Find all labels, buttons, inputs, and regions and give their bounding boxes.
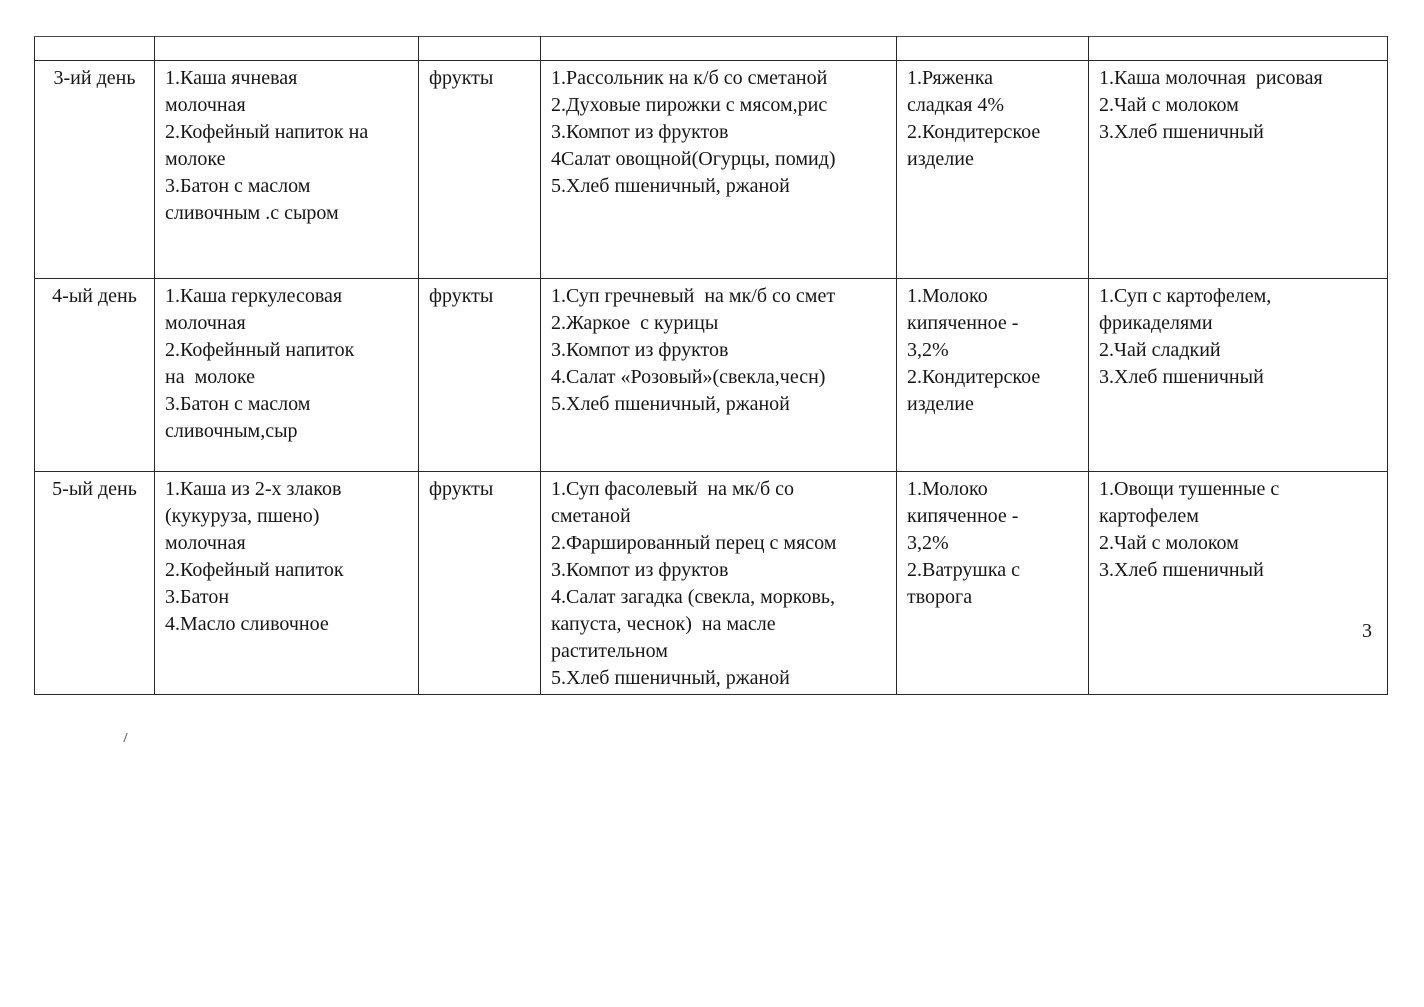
lunch-line: 2.Духовые пирожки с мясом,рис <box>551 94 828 116</box>
dinner-line: 1.Овощи тушенные с <box>1099 478 1280 500</box>
dinner-cell <box>1089 472 1388 695</box>
lunch-line: 2.Фаршированный перец с мясом <box>551 532 837 554</box>
second-breakfast-cell <box>419 472 541 695</box>
dinner-cell <box>1089 279 1388 472</box>
dinner-line: 3.Хлеб пшеничный <box>1099 559 1264 581</box>
header-cell <box>1089 37 1388 61</box>
page-number: 3 <box>1362 620 1372 642</box>
breakfast-line: 4.Масло сливочное <box>165 613 329 635</box>
lunch-line: 1.Рассольник на к/б со сметаной <box>551 67 828 89</box>
snack-cell <box>897 472 1089 695</box>
lunch-line: 4Салат овощной(Огурцы, помид) <box>551 148 836 170</box>
table-row <box>35 61 1388 279</box>
dinner-line: 2.Чай с молоком <box>1099 94 1239 116</box>
breakfast-cell <box>155 279 419 472</box>
snack-line: 1.Молоко <box>907 478 988 500</box>
snack-line: кипяченное - <box>907 505 1019 527</box>
dinner-line: 3.Хлеб пшеничный <box>1099 366 1264 388</box>
snack-line: 2.Кондитерское <box>907 366 1041 388</box>
dinner-line: фрикаделями <box>1099 312 1213 334</box>
breakfast-line: сливочным,сыр <box>165 420 298 442</box>
snack-line: изделие <box>907 393 974 415</box>
lunch-line: 1.Суп гречневый на мк/б со смет <box>551 285 836 307</box>
second-breakfast-line: фрукты <box>429 285 494 307</box>
breakfast-line: молочная <box>165 312 246 334</box>
breakfast-line: (кукуруза, пшено) <box>165 505 320 527</box>
dinner-line: 2.Чай сладкий <box>1099 339 1221 361</box>
dinner-line: 1.Каша молочная рисовая <box>1099 67 1323 89</box>
snack-cell <box>897 279 1089 472</box>
breakfast-line: молочная <box>165 532 246 554</box>
snack-line: 3,2% <box>907 532 949 554</box>
second-breakfast-cell <box>419 279 541 472</box>
dinner-line: картофелем <box>1099 505 1199 527</box>
second-breakfast-cell <box>419 61 541 279</box>
lunch-line: 2.Жаркое с курицы <box>551 312 719 334</box>
dinner-line: 3.Хлеб пшеничный <box>1099 121 1264 143</box>
header-cell <box>35 37 155 61</box>
lunch-cell <box>541 279 897 472</box>
breakfast-cell <box>155 61 419 279</box>
breakfast-line: 1.Каша ячневая <box>165 67 298 89</box>
snack-line: 3,2% <box>907 339 949 361</box>
breakfast-line: 2.Кофейный напиток <box>165 559 344 581</box>
table-row <box>35 472 1388 695</box>
scan-mark <box>123 733 130 742</box>
snack-line: 1.Молоко <box>907 285 988 307</box>
dinner-line: 2.Чай с молоком <box>1099 532 1239 554</box>
breakfast-line: 1.Каша из 2-х злаков <box>165 478 342 500</box>
breakfast-line: сливочным .с сыром <box>165 202 339 224</box>
breakfast-line: 2.Кофейнный напиток <box>165 339 355 361</box>
table-row <box>35 279 1388 472</box>
lunch-line: 1.Суп фасолевый на мк/б со <box>551 478 794 500</box>
dinner-cell <box>1089 61 1388 279</box>
snack-cell <box>897 61 1089 279</box>
dinner-line: 1.Суп с картофелем, <box>1099 285 1272 307</box>
lunch-line: 3.Компот из фруктов <box>551 339 729 361</box>
snack-line: 2.Ватрушка с <box>907 559 1020 581</box>
breakfast-line: молочная <box>165 94 246 116</box>
lunch-line: 3.Компот из фруктов <box>551 121 729 143</box>
lunch-line: 3.Компот из фруктов <box>551 559 729 581</box>
breakfast-cell <box>155 472 419 695</box>
day-cell <box>35 61 155 279</box>
header-cell <box>419 37 541 61</box>
breakfast-line: молоке <box>165 148 226 170</box>
breakfast-line: 3.Батон с маслом <box>165 393 311 415</box>
menu-table <box>34 36 1388 695</box>
snack-line: творога <box>907 586 973 608</box>
lunch-line: растительном <box>551 640 668 662</box>
lunch-line: 4.Салат «Розовый»(свекла,чесн) <box>551 366 826 388</box>
breakfast-line: 3.Батон с маслом <box>165 175 311 197</box>
lunch-line: капуста, чеснок) на масле <box>551 613 776 635</box>
snack-line: 1.Ряженка <box>907 67 993 89</box>
day-cell <box>35 279 155 472</box>
day-label: 3-ий день <box>53 67 136 89</box>
snack-line: 2.Кондитерское <box>907 121 1041 143</box>
snack-line: кипяченное - <box>907 312 1019 334</box>
lunch-line: 5.Хлеб пшеничный, ржаной <box>551 393 790 415</box>
breakfast-line: 1.Каша геркулесовая <box>165 285 343 307</box>
table-header-row <box>35 37 1388 61</box>
second-breakfast-line: фрукты <box>429 67 494 89</box>
breakfast-line: 3.Батон <box>165 586 230 608</box>
header-cell <box>155 37 419 61</box>
day-cell <box>35 472 155 695</box>
lunch-line: 4.Салат загадка (свекла, морковь, <box>551 586 836 608</box>
lunch-cell <box>541 61 897 279</box>
breakfast-line: на молоке <box>165 366 256 388</box>
snack-line: сладкая 4% <box>907 94 1005 116</box>
header-cell <box>897 37 1089 61</box>
lunch-line: сметаной <box>551 505 631 527</box>
day-label: 5-ый день <box>52 478 137 500</box>
lunch-line: 5.Хлеб пшеничный, ржаной <box>551 667 790 689</box>
header-cell <box>541 37 897 61</box>
lunch-line: 5.Хлеб пшеничный, ржаной <box>551 175 790 197</box>
day-label: 4-ый день <box>52 285 137 307</box>
snack-line: изделие <box>907 148 974 170</box>
lunch-cell <box>541 472 897 695</box>
breakfast-line: 2.Кофейный напиток на <box>165 121 369 143</box>
second-breakfast-line: фрукты <box>429 478 494 500</box>
